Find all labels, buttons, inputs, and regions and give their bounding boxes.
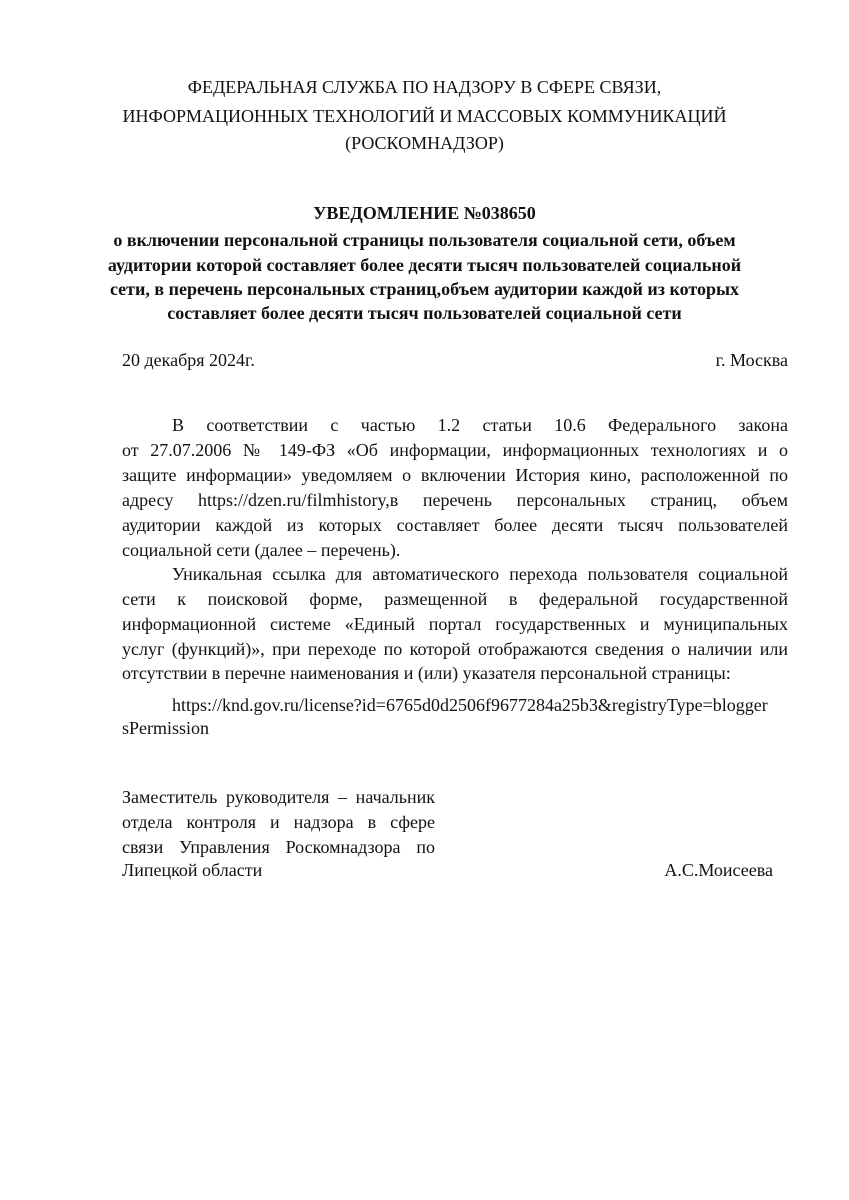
signer-position-line: связи Управления Роскомнадзора по <box>122 837 435 857</box>
text-line: социальной сети (далее – перечень). <box>122 540 401 560</box>
agency-line: ИНФОРМАЦИОННЫХ ТЕХНОЛОГИЙ И МАССОВЫХ КОММУНИКАЦИЙ <box>122 106 727 126</box>
text-line: защите информации» уведомляем о включении История кино, расположенной по <box>122 465 788 485</box>
text-line: информационной системе «Единый портал государственных и муниципальных <box>122 614 788 634</box>
text-line: Уникальная ссылка для автоматического перехода пользователя социальной <box>172 564 788 584</box>
agency-line: ФЕДЕРАЛЬНАЯ СЛУЖБА ПО НАДЗОРУ В СФЕРЕ СВЯЗИ, <box>187 77 662 97</box>
text-line: аудитории каждой из которых составляет более десяти тысяч пользователей <box>122 515 788 535</box>
text-line: услуг (функций)», при переходе по которой отображаются сведения о наличии или <box>122 639 788 659</box>
text-line: отсутствии в перечне наименования и (или) указателя персональной страницы: <box>122 663 731 683</box>
signer-position-line: Заместитель руководителя – начальник <box>122 787 435 807</box>
signer-name: А.С.Моисеева <box>664 860 773 880</box>
text-line: сети к поисковой форме, размещенной в федеральной государственной <box>122 589 788 609</box>
notice-subtitle-line: аудитории которой составляет более десяти тысяч пользователей социальной <box>107 255 742 275</box>
text-line: от 27.07.2006 № 149-ФЗ «Об информации, информационных технологиях и о <box>122 440 788 460</box>
notice-city: г. Москва <box>715 350 788 370</box>
notice-subtitle-line: о включении персональной страницы пользователя социальной сети, объем <box>113 230 736 250</box>
notice-heading: УВЕДОМЛЕНИЕ №038650 <box>313 203 536 223</box>
notice-date: 20 декабря 2024г. <box>122 350 255 370</box>
signer-position-line: отдела контроля и надзора в сфере <box>122 812 435 832</box>
notice-subtitle-line: сети, в перечень персональных страниц,объем аудитории каждой из которых <box>109 279 740 299</box>
text-line: адресу https://dzen.ru/filmhistory,в перечень персональных страниц, объем <box>122 490 788 510</box>
link-line[interactable]: https://knd.gov.ru/license?id=6765d0d2506f9677284a25b3&registryType=blogger <box>172 695 768 715</box>
signer-position-line: Липецкой области <box>122 860 263 880</box>
agency-line: (РОСКОМНАДЗОР) <box>345 133 504 153</box>
notice-subtitle-line: составляет более десяти тысяч пользователей социальной сети <box>167 303 682 323</box>
text-line: В соответствии с частью 1.2 статьи 10.6 Федерального закона <box>172 415 788 435</box>
link-line[interactable]: sPermission <box>122 718 210 738</box>
